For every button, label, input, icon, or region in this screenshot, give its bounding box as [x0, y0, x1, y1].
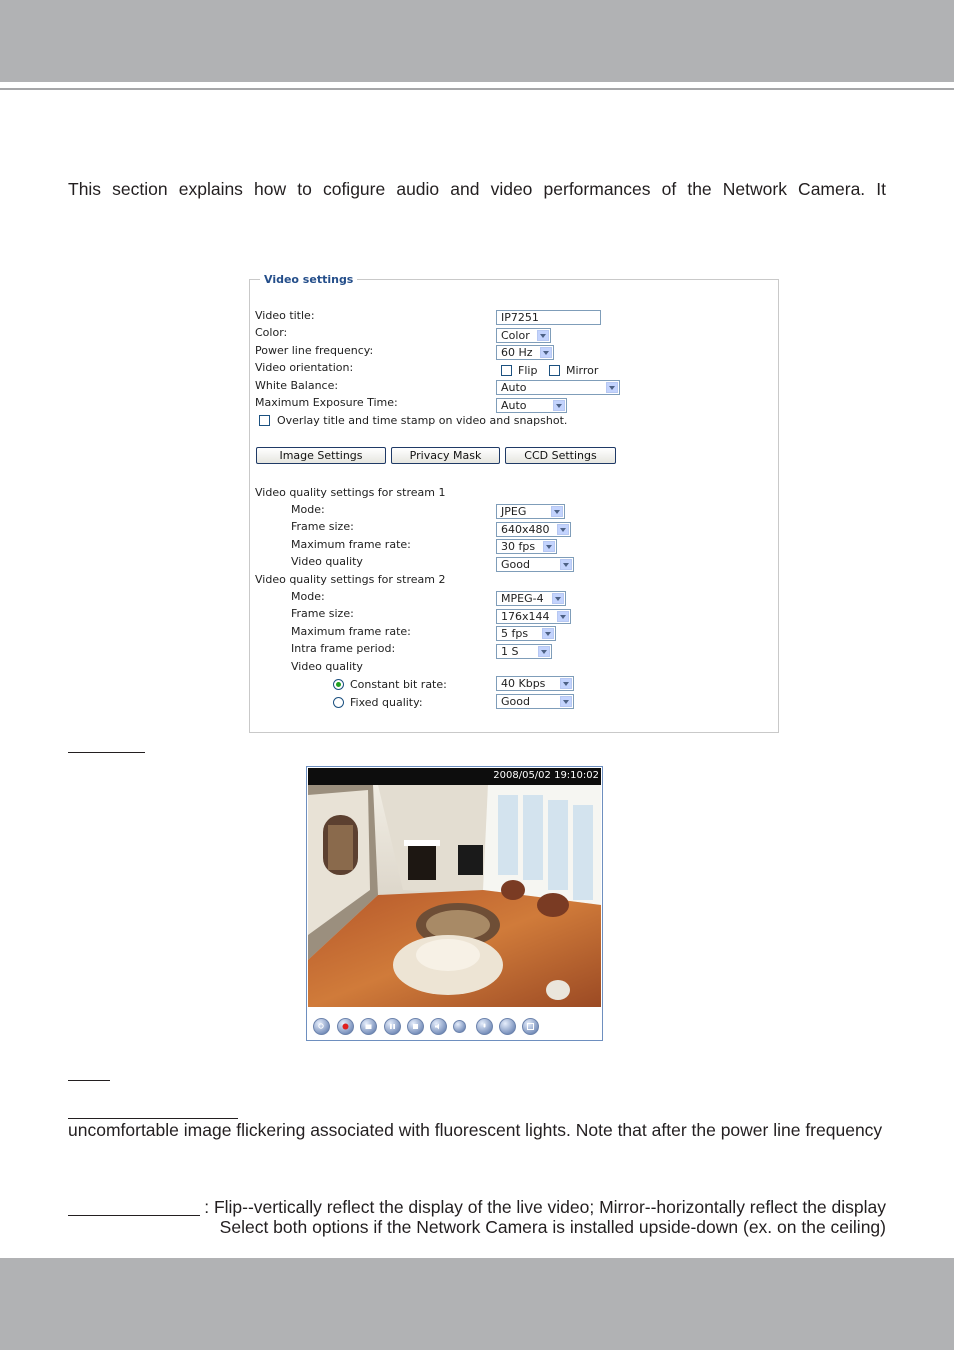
stream1-frame-size-label: Frame size:	[291, 520, 354, 533]
pause-icon[interactable]	[384, 1018, 401, 1035]
stream2-max-rate-label: Maximum frame rate:	[291, 625, 411, 638]
chevron-down-icon	[557, 611, 569, 622]
white-balance-value: Auto	[501, 381, 527, 394]
underline-blank	[68, 752, 145, 753]
stream1-quality-value: Good	[501, 558, 530, 571]
mirror-checkbox[interactable]	[549, 365, 560, 376]
stream1-mode-select[interactable]	[496, 504, 565, 519]
stream1-quality-label: Video quality	[291, 555, 363, 568]
overlay-checkbox[interactable]	[259, 415, 270, 426]
cbr-value: 40 Kbps	[501, 677, 546, 690]
video-title-label: Video title:	[255, 309, 315, 322]
underline-blank	[68, 1080, 110, 1081]
live-title-bar	[308, 768, 601, 785]
chevron-down-icon	[543, 541, 555, 552]
intro-paragraph: This section explains how to cofigure audio and video performances of the Network Camera. It	[68, 179, 886, 199]
power-line-value: 60 Hz	[501, 346, 533, 359]
stream2-mode-label: Mode:	[291, 590, 325, 603]
fixed-quality-label: Fixed quality:	[350, 696, 423, 709]
video-title-input[interactable]: IP7251	[496, 310, 601, 325]
fullscreen-icon[interactable]	[522, 1018, 539, 1035]
stream1-frame-size-value: 640x480	[501, 523, 550, 536]
underline-blank	[68, 1118, 238, 1119]
talk-icon[interactable]	[476, 1018, 493, 1035]
orientation-paragraph-line2: Select both options if the Network Camera is installed upside-down (ex. on the ceiling)	[219, 1217, 886, 1237]
stop-icon[interactable]	[407, 1018, 424, 1035]
panel-legend: Video settings	[260, 273, 357, 286]
ccd-settings-button[interactable]: CCD Settings	[505, 447, 616, 464]
stream2-intra-value: 1 S	[501, 645, 519, 658]
cbr-radio[interactable]	[333, 679, 344, 690]
overlay-label: Overlay title and time stamp on video and snapshot.	[277, 414, 568, 427]
live-control-bar	[308, 1013, 601, 1039]
stream1-max-rate-value: 30 fps	[501, 540, 536, 553]
stream2-frame-size-value: 176x144	[501, 610, 550, 623]
stream2-intra-select[interactable]	[496, 644, 552, 659]
chevron-down-icon	[557, 524, 569, 535]
snapshot-icon[interactable]	[360, 1018, 377, 1035]
timestamp: 2008/05/02 19:10:02	[493, 770, 599, 781]
fixed-quality-value: Good	[501, 695, 530, 708]
stream2-intra-label: Intra frame period:	[291, 642, 396, 655]
chevron-down-icon	[542, 628, 554, 639]
mute-icon[interactable]	[453, 1020, 466, 1033]
chevron-down-icon	[560, 559, 572, 570]
underline-blank	[68, 1215, 200, 1216]
exposure-select[interactable]	[496, 398, 567, 413]
chevron-down-icon	[552, 593, 564, 604]
power-line-select[interactable]	[496, 345, 554, 360]
zoom-icon[interactable]	[313, 1018, 330, 1035]
stream1-mode-value: JPEG	[501, 505, 527, 518]
stream2-mode-select[interactable]	[496, 591, 566, 606]
white-balance-select[interactable]	[496, 380, 620, 395]
record-icon[interactable]	[337, 1018, 354, 1035]
stream1-max-rate-select[interactable]	[496, 539, 557, 554]
stream1-frame-size-select[interactable]	[496, 522, 571, 537]
video-settings-panel	[249, 273, 779, 733]
live-view-window	[306, 766, 603, 1041]
chevron-down-icon	[560, 678, 572, 689]
stream1-mode-label: Mode:	[291, 503, 325, 516]
header-rule	[0, 88, 954, 90]
chevron-down-icon	[540, 347, 552, 358]
privacy-mask-button[interactable]: Privacy Mask	[391, 447, 500, 464]
image-settings-button[interactable]: Image Settings	[256, 447, 386, 464]
chevron-down-icon	[551, 506, 563, 517]
power-line-label: Power line frequency:	[255, 344, 374, 357]
color-label: Color:	[255, 326, 288, 339]
stream2-max-rate-value: 5 fps	[501, 627, 529, 640]
power-line-paragraph: uncomfortable image flickering associated with fluorescent lights. Note that after the power line frequency	[68, 1120, 883, 1140]
cbr-label: Constant bit rate:	[350, 678, 447, 691]
mic-mute-icon[interactable]	[499, 1018, 516, 1035]
stream2-mode-value: MPEG-4	[501, 592, 544, 605]
color-value: Color	[501, 329, 530, 342]
chevron-down-icon	[538, 646, 550, 657]
live-video-image	[308, 785, 601, 1007]
color-select[interactable]	[496, 328, 551, 343]
chevron-down-icon	[553, 400, 565, 411]
header-band	[0, 0, 954, 82]
chevron-down-icon	[606, 382, 618, 393]
orientation-label: Video orientation:	[255, 361, 354, 374]
volume-icon[interactable]	[430, 1018, 447, 1035]
exposure-value: Auto	[501, 399, 527, 412]
fixed-quality-select[interactable]	[496, 694, 574, 709]
stream2-heading: Video quality settings for stream 2	[255, 573, 446, 586]
chevron-down-icon	[560, 696, 572, 707]
orientation-paragraph-line1: : Flip--vertically reflect the display of the live video; Mirror--horizontally reflect the display	[204, 1197, 886, 1217]
flip-checkbox[interactable]	[501, 365, 512, 376]
footer-band	[0, 1258, 954, 1350]
cbr-select[interactable]	[496, 676, 574, 691]
white-balance-label: White Balance:	[255, 379, 339, 392]
fixed-quality-radio[interactable]	[333, 697, 344, 708]
stream2-frame-size-select[interactable]	[496, 609, 571, 624]
stream2-frame-size-label: Frame size:	[291, 607, 354, 620]
stream2-quality-label: Video quality	[291, 660, 363, 673]
stream2-max-rate-select[interactable]	[496, 626, 556, 641]
stream1-max-rate-label: Maximum frame rate:	[291, 538, 411, 551]
stream1-quality-select[interactable]	[496, 557, 574, 572]
flip-label: Flip	[518, 364, 538, 377]
exposure-label: Maximum Exposure Time:	[255, 396, 398, 409]
chevron-down-icon	[537, 330, 549, 341]
mirror-label: Mirror	[566, 364, 599, 377]
stream1-heading: Video quality settings for stream 1	[255, 486, 446, 499]
